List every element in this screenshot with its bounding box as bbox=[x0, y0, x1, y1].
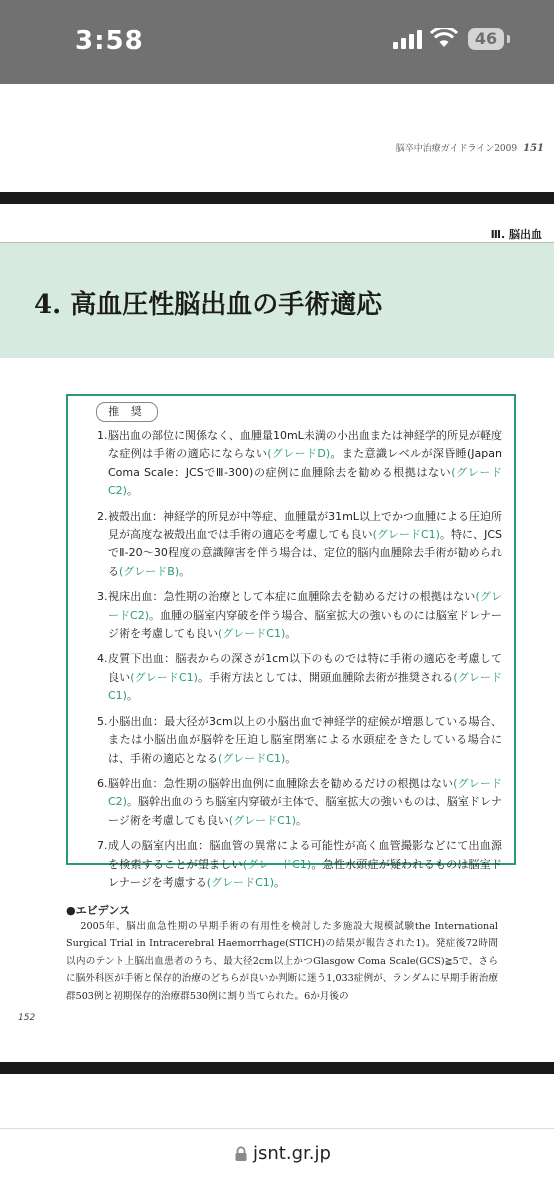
recommendation-text: 皮質下出血：脳表からの深さが1cm以下のものでは特に手術の適応を考慮して良い bbox=[108, 652, 502, 684]
recommendation-item bbox=[68, 508, 502, 582]
url-text[interactable]: jsnt.gr.jp bbox=[253, 1143, 331, 1164]
recommendation-item bbox=[68, 775, 502, 830]
recommendation-text: 小脳出血：最大径が3cm以上の小脳出血で神経学的症候が増悪している場合、または小脳出血が脳幹を圧迫し脳室閉塞による水頭症をきたしている場合には、手術の適応となる bbox=[108, 714, 502, 765]
recommendation-end: 。 bbox=[126, 689, 138, 703]
evidence-heading: ●エビデンス bbox=[66, 904, 131, 917]
url-bar[interactable] bbox=[0, 1128, 554, 1201]
lock-icon bbox=[234, 1146, 248, 1162]
recommendation-tag: 推 奨 bbox=[96, 402, 158, 422]
recommendation-end: 。 bbox=[296, 813, 308, 827]
page-number-bottom: 152 bbox=[18, 1013, 36, 1023]
recommendation-number: 4. bbox=[97, 652, 108, 666]
grade-label: (グレードD) bbox=[267, 447, 331, 461]
signal-icon bbox=[393, 29, 423, 49]
recommendation-end: 。 bbox=[274, 875, 286, 889]
status-bar bbox=[0, 0, 554, 84]
grade-label: (グレードB) bbox=[119, 564, 180, 578]
grade-label: (グレードC1) bbox=[242, 857, 312, 871]
grade-label: (グレードC1) bbox=[228, 813, 297, 827]
page-separator bbox=[0, 192, 554, 204]
status-time: 3:58 bbox=[75, 26, 144, 56]
page-number-top: 151 bbox=[523, 143, 544, 154]
recommendation-text-cont: 。血腫の脳室内穿破を伴う場合、脳室拡大の強いものには脳室ドレナージ術を考慮しても良い bbox=[108, 608, 502, 641]
recommendation-text: 被殻出血：神経学的所見が中等症、血腫量が31mL以上でかつ血腫による圧迫所見が高度な被殻出血では手術の適応を考慮しても良い bbox=[108, 509, 502, 542]
recommendation-number: 6. bbox=[97, 776, 108, 790]
recommendation-text: 脳幹出血：急性期の脳幹出血例に血腫除去を勧めるだけの根拠はない bbox=[108, 776, 454, 790]
recommendation-text-cont: 。急性水頭症が疑われるものは脳室ドレナージを考慮する bbox=[108, 857, 503, 889]
recommendation-text-cont: 。脳幹出血のうち脳室内穿破が主体で、脳室拡大の強いものは、脳室ドレナージ術を考慮しても良い bbox=[108, 795, 502, 827]
battery-icon: 46 bbox=[468, 28, 504, 50]
recommendation-list bbox=[68, 427, 502, 899]
grade-label: (グレードC1) bbox=[206, 875, 275, 889]
recommendation-number: 5. bbox=[97, 714, 108, 728]
grade-label: (グレードC1) bbox=[372, 528, 440, 542]
recommendation-item bbox=[68, 837, 502, 892]
chapter-title: 4. 高血圧性脳出血の手術適応 bbox=[34, 290, 383, 320]
recommendation-end: 。 bbox=[285, 627, 297, 641]
recommendation-end: 。 bbox=[285, 751, 297, 765]
wifi-icon bbox=[430, 28, 458, 48]
recommendation-number: 3. bbox=[97, 590, 108, 604]
grade-label: (グレードC2) bbox=[108, 465, 502, 498]
recommendation-item bbox=[68, 650, 502, 705]
recommendations-box bbox=[66, 394, 516, 889]
recommendation-text-cont: 。また意識レベルが深昏睡(Japan Coma Scale：JCSでⅢ-300)の症例に血腫除去を勧める根拠はない bbox=[108, 447, 502, 479]
recommendation-text: 視床出血：急性期の治療として本症に血腫除去を勧めるだけの根拠はない bbox=[108, 590, 476, 604]
recommendation-item bbox=[68, 427, 502, 501]
recommendation-end: 。 bbox=[126, 484, 138, 498]
recommendation-item bbox=[68, 588, 502, 643]
recommendation-text-cont: 。特に、JCSでⅡ-20～30程度の意識障害を伴う場合は、定位的脳内血腫除去手術が勧められる bbox=[108, 528, 502, 578]
page-separator bbox=[0, 1062, 554, 1074]
grade-label: (グレードC2) bbox=[108, 590, 502, 622]
recommendation-number: 2. bbox=[97, 509, 108, 523]
recommendation-text-cont: 。手術方法としては、開頭血腫除去術が推奨される bbox=[197, 670, 454, 684]
grade-label: (グレードC1) bbox=[130, 670, 198, 684]
grade-label: (グレードC1) bbox=[218, 751, 286, 765]
recommendation-item bbox=[68, 713, 502, 768]
recommendation-text: 脳出血の部位に関係なく、血腫量10mL未満の小出血または神経学的所見が軽度な症例は手術の適応にならない bbox=[108, 429, 502, 461]
recommendation-number: 7. bbox=[97, 839, 108, 853]
battery-tip bbox=[507, 35, 510, 43]
running-header: 脳卒中治療ガイドライン2009 151 bbox=[395, 143, 544, 154]
grade-label: (グレードC2) bbox=[108, 776, 503, 809]
grade-label: (グレードC1) bbox=[108, 670, 503, 703]
recommendation-number: 1. bbox=[97, 429, 108, 442]
recommendation-end: 。 bbox=[179, 564, 191, 578]
grade-label: (グレードC1) bbox=[218, 627, 286, 641]
recommendation-text: 成人の脳室内出血：脳血管の異常による可能性が高く血管撮影などにて出血源を検索することが望ましい bbox=[108, 839, 502, 871]
section-label: Ⅲ. 脳出血 bbox=[490, 228, 542, 241]
evidence-body: 2005年、脳出血急性期の早期手術の有用性を検討した多施設大規模試験the International Surgical Trial in Intracerebral Haemorrhage(STICH)の結果が報告された1)。発症後72時間以内のテント上脳出血患者のうち、最大径2cm以上かつGlasgow Coma Scale(GCS)≧5で、さらに脳外科医が手術と保存的治療のどちらが良いか判断に迷う1,033症例が、ランダムに早期手術治療群503例と初期保存的治療群530例に割り当てられた。6か月後の bbox=[66, 921, 498, 1002]
